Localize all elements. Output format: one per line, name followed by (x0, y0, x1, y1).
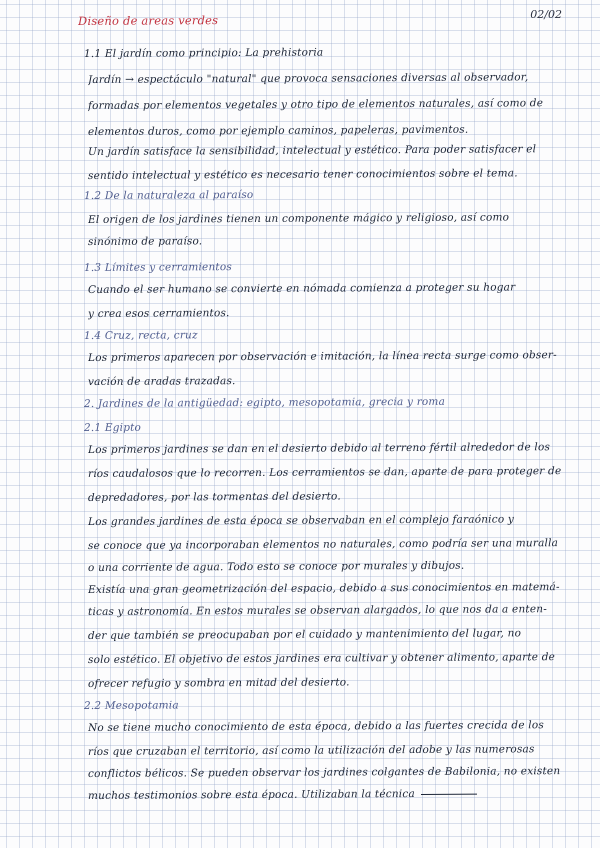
text-line: ríos que cruzaban el territorio, así como la utilización del adobe y las numerosas (87, 743, 535, 758)
text-line: ríos caudalosos que lo recorren. Los cerramientos se dan, aparte de para proteger de (87, 465, 562, 480)
text-line: der que también se preocupaban por el cuidado y mantenimiento del lugar, no (87, 627, 522, 642)
text-line: El origen de los jardines tienen un componente mágico y religioso, así como (87, 211, 510, 226)
text-line: elementos duros, como por ejemplo caminos, papeleras, pavimentos. (87, 123, 469, 138)
text-line-content: muchos testimonios sobre esta época. Utilizaban la técnica (87, 788, 415, 802)
text-line: depredadores, por las tormentas del desierto. (87, 490, 341, 504)
text-line: se conoce que ya incorporaban elementos no naturales, como podría ser una muralla (87, 537, 559, 552)
text-line: Los primeros jardines se dan en el desierto debido al terreno fértil alrededor de los (87, 441, 551, 456)
text-line-last (88, 787, 578, 802)
text-line: ticas y astronomía. En estos murales se observan alargados, lo que nos da a enten- (87, 603, 547, 618)
page-date: 02/02 (530, 8, 562, 21)
text-line: Cuando el ser humano se convierte en nómada comienza a proteger su hogar (87, 281, 516, 296)
heading-2: 2. Jardines de la antigüedad: egipto, mesopotamia, grecia y roma (83, 395, 446, 410)
text-line: o una corriente de agua. Todo esto se conoce por murales y dibujos. (87, 559, 465, 574)
text-line: sentido intelectual y estético es necesario tener conocimientos sobre el tema. (87, 167, 518, 182)
text-line: Jardín → espectáculo "natural" que provoca sensaciones diversas al observador, (87, 71, 529, 86)
heading-1-3: 1.3 Límites y cerramientos (83, 261, 232, 274)
text-line: Existía una gran geometrización del espacio, debido a sus conocimientos en matemá- (87, 581, 560, 596)
heading-2-2: 2.2 Mesopotamia (83, 699, 179, 712)
fill-in-blank (421, 794, 477, 795)
text-line: vación de aradas trazadas. (87, 375, 236, 388)
heading-2-1: 2.1 Egipto (83, 421, 142, 434)
heading-1-1: 1.1 El jardín como principio: La prehistoria (83, 46, 324, 60)
text-line: No se tiene mucho conocimiento de esta época, debido a las fuertes crecida de los (87, 719, 544, 734)
text-line: sinónimo de paraíso. (87, 235, 203, 248)
heading-1-4: 1.4 Cruz, recta, cruz (83, 329, 198, 342)
text-line: Los primeros aparecen por observación e imitación, la línea recta surge como obser- (87, 349, 557, 364)
text-line: solo estético. El objetivo de estos jardines era cultivar y obtener alimento, aparte de (87, 651, 556, 666)
text-line: Un jardín satisface la sensibilidad, intelectual y estético. Para poder satisfacer el (87, 143, 537, 158)
text-line: formadas por elementos vegetales y otro tipo de elementos naturales, así como de (87, 97, 544, 112)
text-line: ofrecer refugio y sombra en mitad del desierto. (87, 676, 350, 690)
page-title: Diseño de areas verdes (77, 13, 219, 28)
text-line: Los grandes jardines de esta época se observaban en el complejo faraónico y (87, 513, 515, 528)
heading-1-2: 1.2 De la naturaleza al paraíso (83, 188, 254, 202)
text-line: y crea esos cerramientos. (87, 307, 230, 320)
text-line: conflictos bélicos. Se pueden observar los jardines colgantes de Babilonia, no existen (87, 765, 561, 780)
